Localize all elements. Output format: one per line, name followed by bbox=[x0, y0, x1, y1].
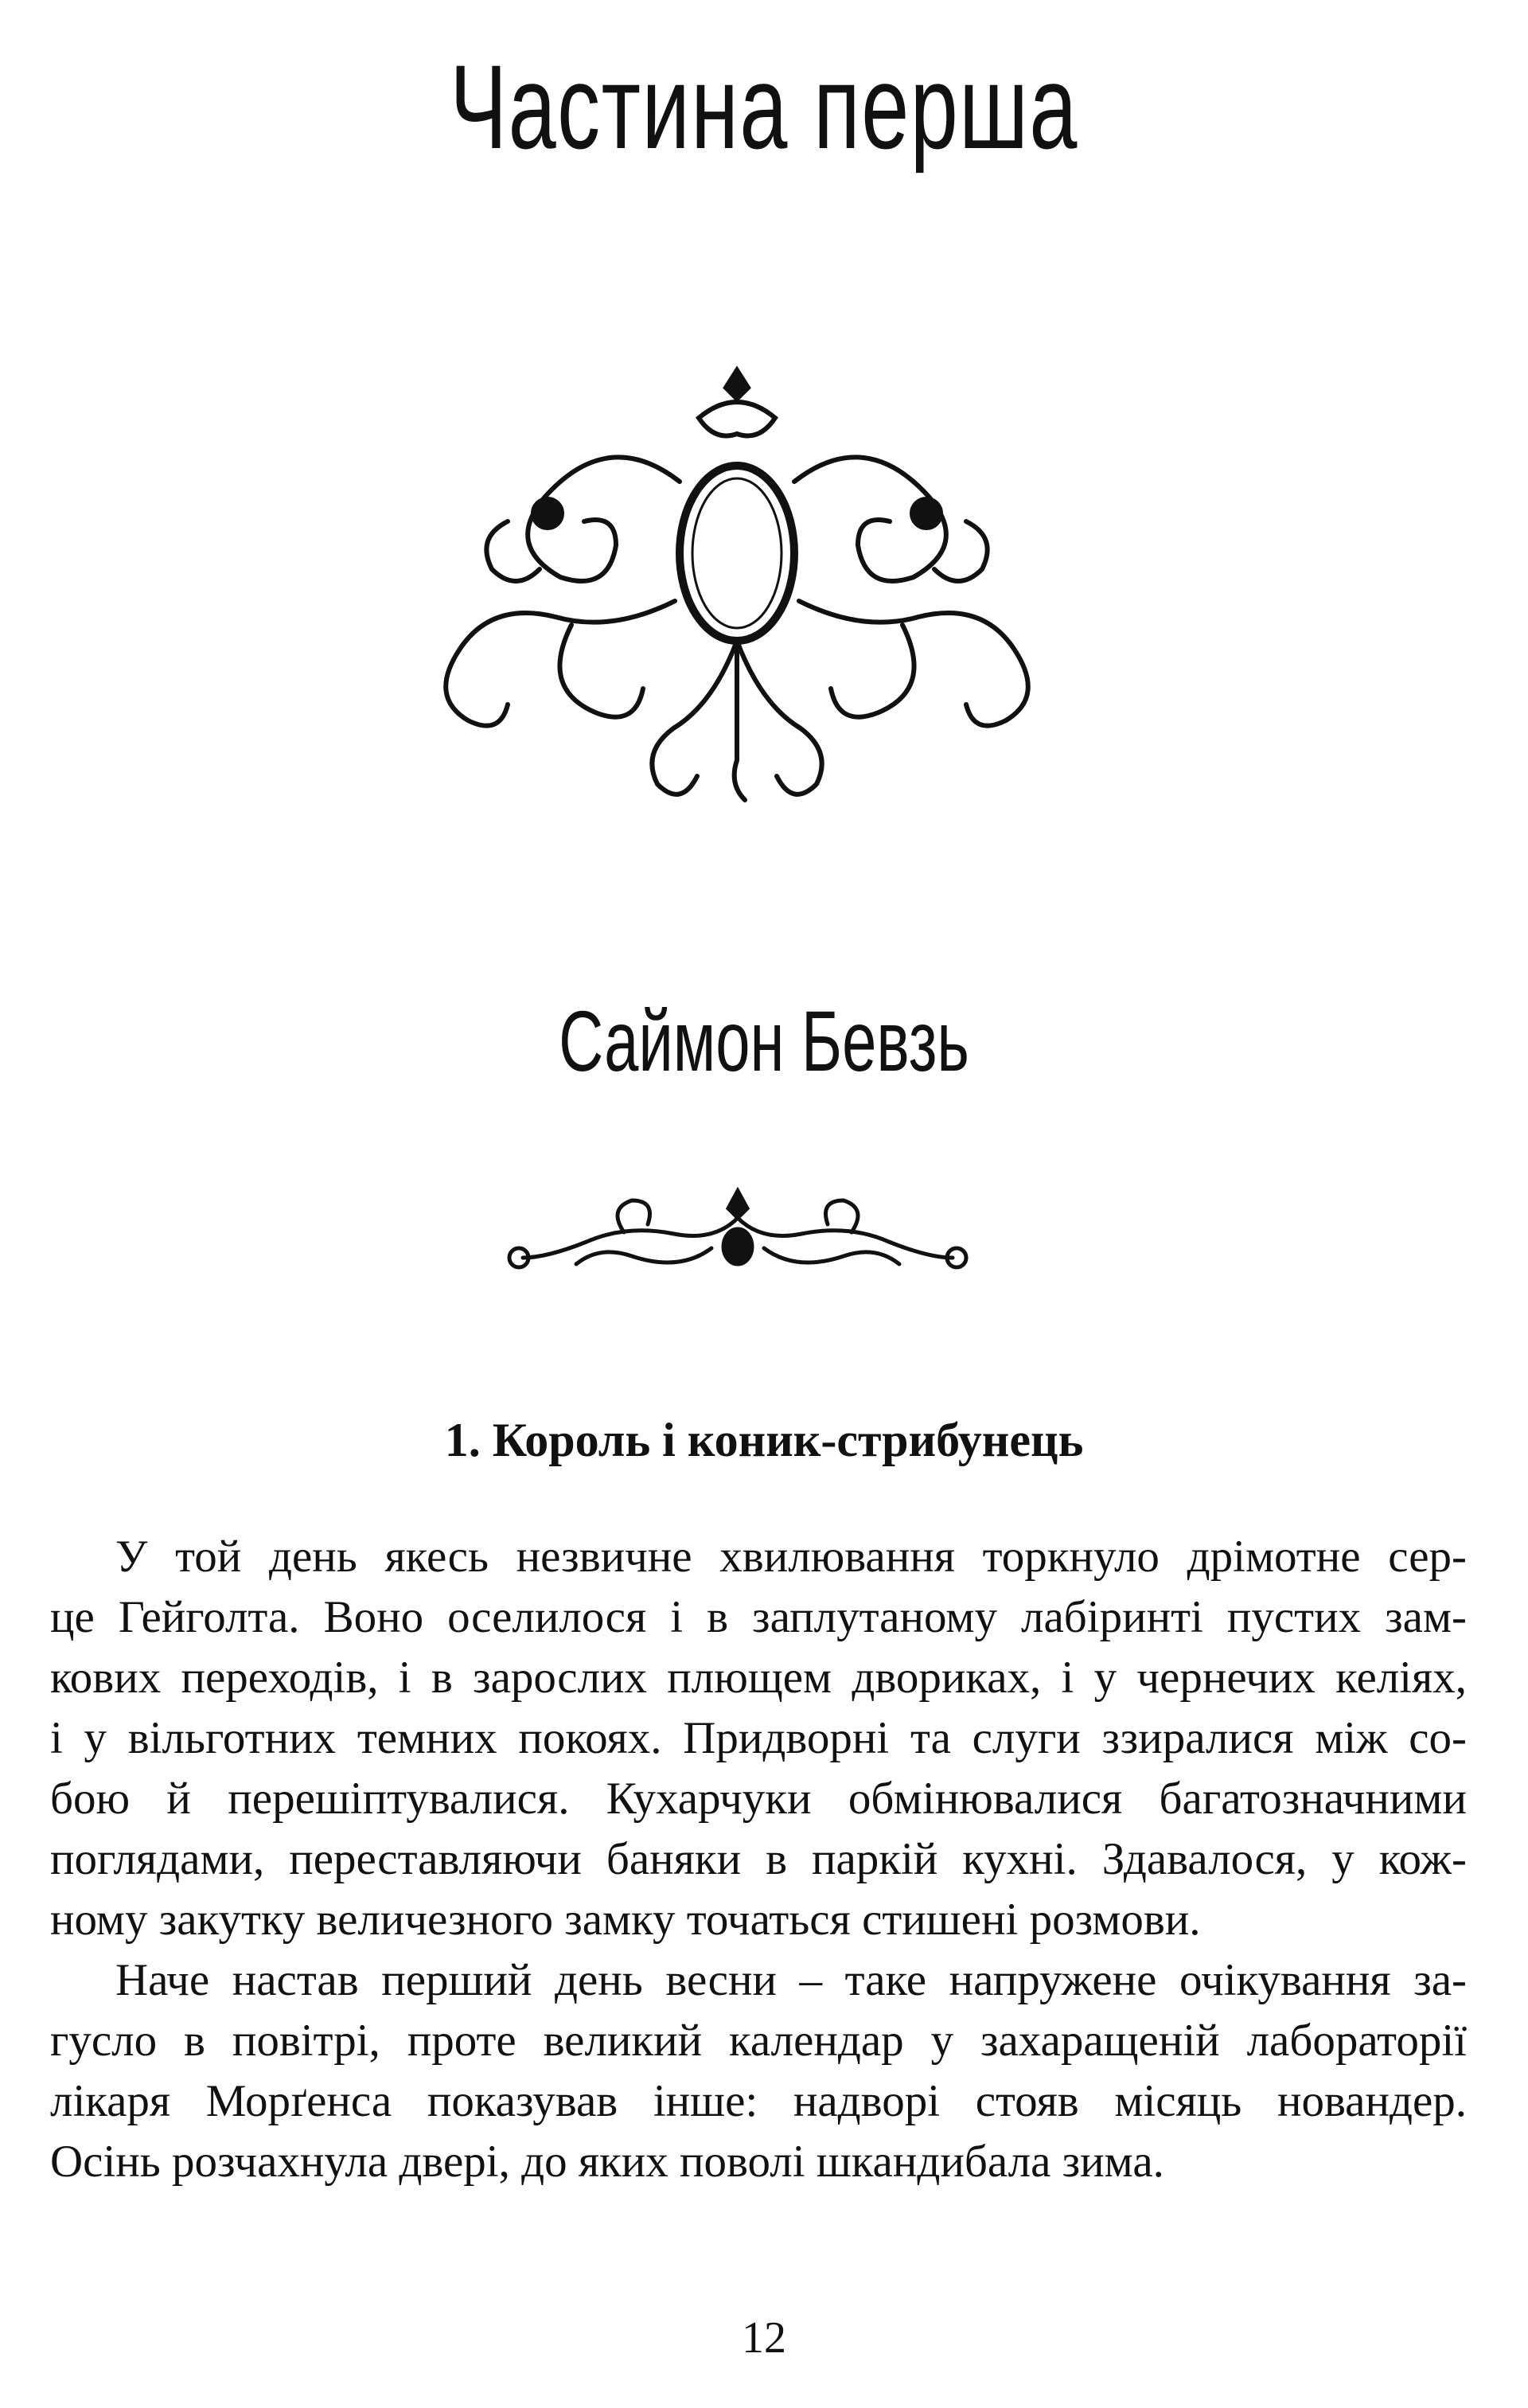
text-line: лікаря Морґенса показував інше: надворі стояв місяць новандер. bbox=[50, 2076, 1467, 2126]
paragraph bbox=[50, 1527, 1467, 1950]
text-line: Наче настав перший день весни – таке напружене очікування за- bbox=[115, 1955, 1467, 2005]
text-line: бою й перешіптувалися. Кухарчуки обмінювалися багатозначними bbox=[50, 1774, 1467, 1824]
chapter-title: Саймон Бевзь bbox=[559, 993, 969, 1089]
page-number: 12 bbox=[742, 2313, 786, 2363]
section-heading: 1. Король і коник-стрибунець bbox=[444, 1414, 1084, 1466]
large-ornament-icon bbox=[412, 362, 1062, 810]
divider-ornament-icon bbox=[505, 1184, 971, 1285]
text-line: Осінь розчахнула двері, до яких поволі шкандибала зима. bbox=[50, 2137, 1164, 2187]
body-text bbox=[50, 1527, 1467, 2192]
text-line: кових переходів, і в зарослих плющем двориках, і у чернечих келіях, bbox=[50, 1653, 1467, 1703]
text-line: У той день якесь незвичне хвилювання торкнуло дрімотне сер- bbox=[115, 1532, 1467, 1582]
part-title: Частина перша bbox=[450, 40, 1078, 174]
text-line: це Гейголта. Воно оселилося і в заплутаному лабіринті пустих зам- bbox=[50, 1592, 1467, 1642]
text-line: гусло в повітрі, проте великий календар у захаращеній лабораторії bbox=[50, 2016, 1467, 2066]
paragraph bbox=[50, 1950, 1467, 2192]
text-line: поглядами, переставляючи баняки в паркій кухні. Здавалося, у кож- bbox=[50, 1834, 1467, 1884]
text-line: ному закутку величезного замку точаться стишені розмови. bbox=[50, 1895, 1201, 1945]
text-line: і у вільготних темних покоях. Придворні та слуги ззиралися між со- bbox=[50, 1713, 1467, 1763]
